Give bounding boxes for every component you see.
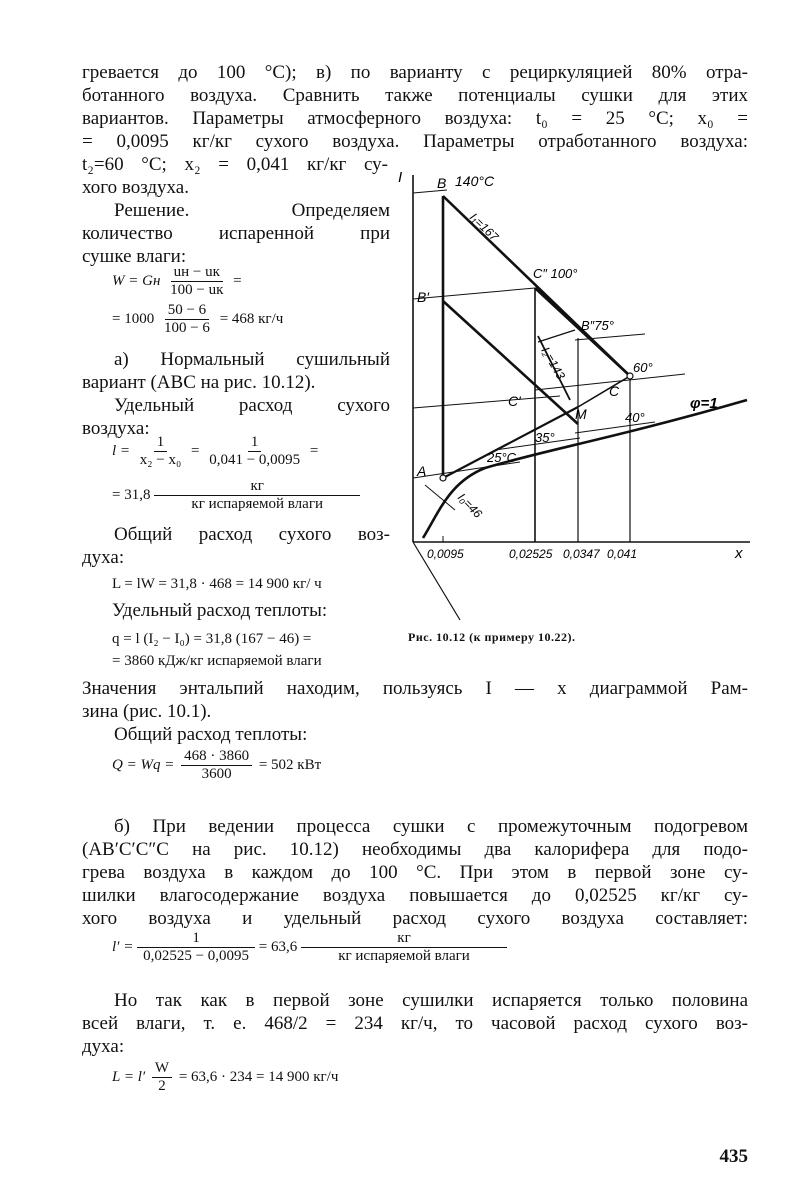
page-number: 435 [719,1146,748,1167]
text-line: зина (рис. 10.1). [82,701,212,722]
text-line: Удельный расход сухого [114,395,390,416]
label-M: M [575,406,587,422]
text-line: Общий расход теплоты: [114,724,308,745]
x-tick-label: 0,0347 [563,547,600,561]
formula-text: = 1000 [112,310,155,327]
formula-text: Q = Wq = [112,756,175,773]
fraction-numerator: uн − uк [171,264,223,282]
fraction-denominator: 100 − uк [170,282,224,298]
mixing-line-MC [578,376,630,407]
formula-l-result [112,478,360,513]
fraction-numerator: 1 [137,930,255,948]
text-line: Решение. Определяем [114,200,390,221]
fraction-denominator: 100 − 6 [163,320,210,336]
text-line: Удельный расход теплоты: [112,600,328,621]
formula-text: = [190,442,200,459]
formula-text: = 31,8 [112,486,151,503]
formula-text: = 63,6 [258,938,298,955]
formula-text: = 468 кг/ч [219,310,284,327]
formula-text: L = l′ [112,1068,146,1085]
isotherm-line [413,288,535,299]
label-A: A [417,463,427,479]
fraction-numerator: 50 − 6 [165,302,209,320]
fraction-denominator: 3600 [201,766,232,782]
label-B: B [437,175,447,191]
formula-text: W = Gн [112,272,161,289]
text-line: духа: [82,1036,125,1057]
text-line: хого воздуха и удельный расход сухого воздуха составляет: [82,908,748,929]
text-line: грева воздуха в каждом до 100 °С. При этом в первой зоне су- [82,862,748,883]
fraction-denominator: кг испаряемой влаги [338,948,470,964]
formula-text: l = [112,442,131,459]
formula-w-2 [112,302,283,337]
fraction-denominator: кг испаряемой влаги [191,496,324,512]
label-B1: B′ [417,289,429,305]
label-phi: φ=1 [690,395,718,412]
text-line: а) Нормальный сушильный [114,349,390,370]
fraction-numerator: 468 · 3860 [181,748,252,766]
label-I1: I₁=167 [466,210,502,244]
text-line: Значения энтальпий находим, пользуясь I — x диаграммой Рам- [82,678,748,699]
x-tick-label: 0,041 [607,547,638,561]
formula-Q [112,748,321,783]
text-line: б) При ведении процесса сушки с промежуточным подогревом [114,816,748,837]
formula-q-result: = 3860 кДж/кг испаряемой влаги [112,653,322,669]
fraction-numerator: 1 [248,434,262,452]
fraction-denominator: x₂ − x₀ [139,452,182,468]
formula-w [112,264,242,299]
fraction-numerator: 1 [154,434,168,452]
label-B2: B″75° [581,318,614,333]
label-I0: I₀=46 [454,490,485,521]
x-tick-label: 0,02525 [509,547,553,561]
label-25: 25°C [487,450,517,465]
text-line: шилки влагосодержание воздуха повышается до 0,02525 кг/кг су- [82,885,748,906]
text-line: вариант (ABC на рис. 10.12). [82,372,316,393]
label-I2: I₂=143 [538,344,569,382]
isotherm-line [413,396,560,408]
label-40: 40° [625,410,645,425]
formula-text: = 502 кВт [258,756,322,773]
fraction-numerator: кг [301,930,507,948]
label-140: 140°C [455,173,495,189]
formula-L: L = lW = 31,8 · 468 = 14 900 кг/ ч [112,576,322,592]
formula-L2 [112,1060,338,1095]
text-line: t₂=60 °С; x₂ = 0,041 кг/кг су- [82,154,388,175]
text-line: гревается до 100 °С); в) по варианту с рециркуляцией 80% отра- [82,62,748,83]
formula-text: l′ = [112,938,134,955]
fraction-numerator: W [152,1060,172,1078]
text-line: духа: [82,547,125,568]
label-C1: C′ [508,393,521,409]
axis-y-label: I [398,169,403,186]
enthalpy-line [538,330,575,342]
text-line: воздуха: [82,418,150,439]
text-line: вариантов. Параметры атмосферного воздуха: t₀ = 25 °С; x₀ = [82,108,748,129]
text-line: Но так как в первой зоне сушилки испаряется только половина [114,990,748,1011]
mixing-line-AM [443,407,578,478]
text-line: сушке влаги: [82,246,187,267]
formula-q: q = l (I₂ − I₀) = 31,8 (167 − 46) = [112,631,312,647]
text-line: хого воздуха. [82,177,189,198]
fraction-denominator: 2 [158,1078,166,1094]
axis-x-label: x [735,545,743,562]
formula-l-prime [112,930,507,965]
enthalpy-line-I0 [425,485,455,510]
formula-text: = [233,272,242,289]
formula-text: = 63,6 · 234 = 14 900 кг/ч [178,1068,339,1085]
text-line: Общий расход сухого воз- [114,524,390,545]
label-C2: C″ 100° [533,266,578,281]
label-C: C [609,383,620,399]
fraction-denominator: 0,041 − 0,0095 [209,452,301,468]
formula-l [112,434,318,469]
label-35: 35° [535,430,555,445]
text-line: = 0,0095 кг/кг сухого воздуха. Параметры отработанного воздуха: [82,131,748,152]
ix-diagram [395,160,765,630]
fraction-numerator: кг [154,478,360,496]
figure-caption: Рис. 10.12 (к примеру 10.22). [408,630,576,644]
label-60: 60° [633,360,653,375]
text-line: ботанного воздуха. Сравнить также потенциалы сушки для этих [82,85,748,106]
formula-text: = [309,442,319,459]
text-line: количество испаренной при [82,223,390,244]
point-A [440,475,446,481]
x-tick-label: 0,0095 [427,547,464,561]
fraction-denominator: 0,02525 − 0,0095 [143,948,250,964]
text-line: (AB′C′C″C на рис. 10.12) необходимы два калорифера для подо- [82,839,748,860]
text-line: всей влаги, т. е. 468/2 = 234 кг/ч, то часовой расход сухого воз- [82,1013,748,1034]
